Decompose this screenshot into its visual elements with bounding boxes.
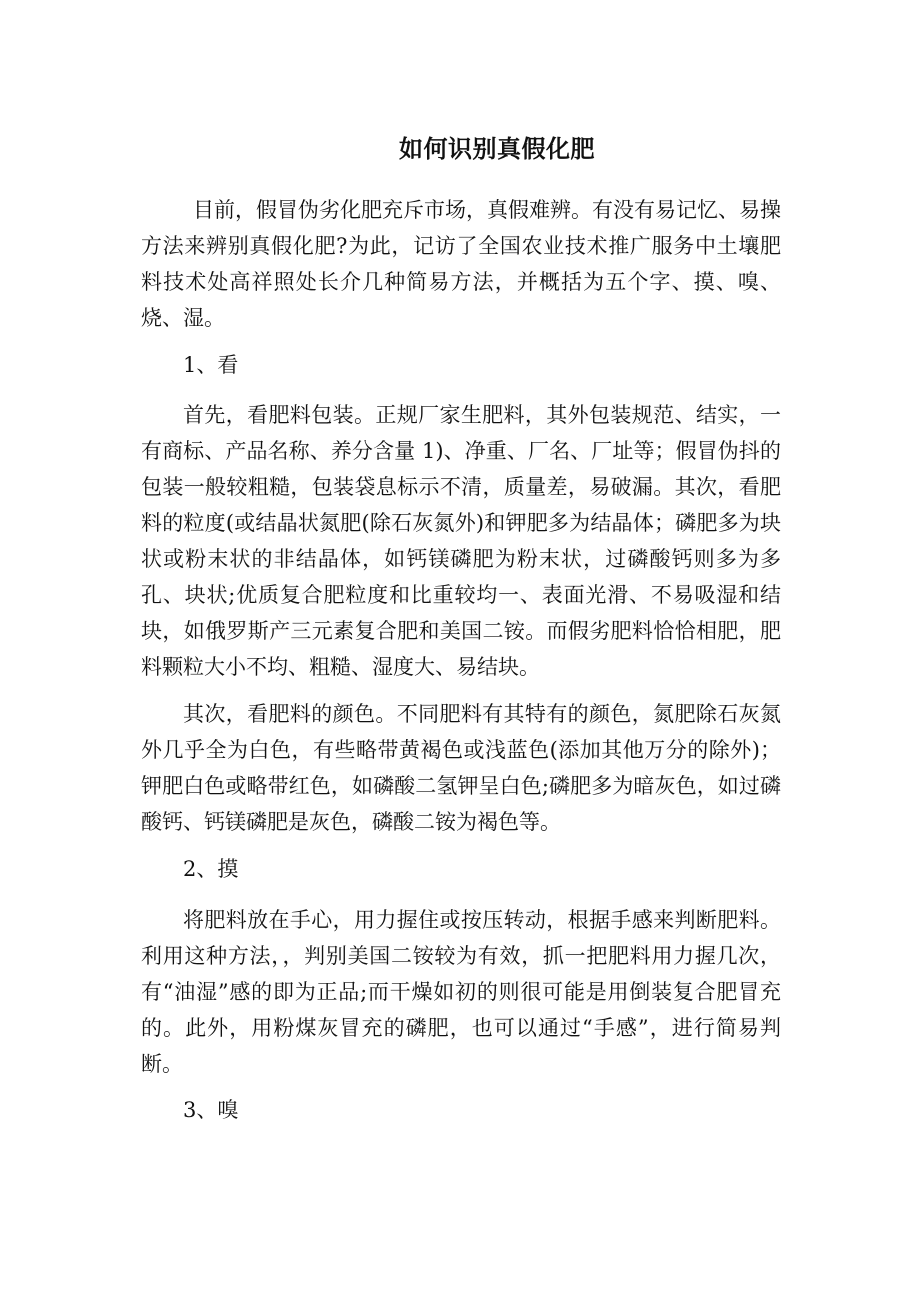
section-heading-smell: 3、嗅	[183, 1098, 239, 1122]
intro-paragraph: 目前，假冒伪劣化肥充斥市场，真假难辨。有没有易记忆、易操方法来辨别真假化肥?为此，记访了全国农业技术推广服务中土壤肥料技术处高祥照处长介几种简易方法，并概括为五个字、摸、嗅、烧、湿。	[141, 198, 781, 330]
section-touch-paragraph: 将肥料放在手心，用力握住或按压转动，根据手感来判断肥料。利用这种方法，，判别美国二铵较为有效，抓一把肥料用力握几次，有“油湿”感的即为正品;而干燥如初的则很可能是用倒装复合肥冒充的。此外，用粉煤灰冒充的磷肥，也可以通过“手感”，进行简易判断。	[141, 908, 781, 1076]
section-heading-look: 1、看	[183, 353, 239, 377]
section-heading-touch: 2、摸	[183, 857, 239, 881]
section-look-paragraph-color: 其次，看肥料的颜色。不同肥料有其特有的颜色，氮肥除石灰氮外几乎全为白色，有些略带黄褐色或浅蓝色(添加其他万分的除外)；钾肥白色或略带红色，如磷酸二氢钾呈白色;磷肥多为暗灰色，如过磷酸钙、钙镁磷肥是灰色，磷酸二铵为褐色等。	[141, 702, 781, 834]
document-title: 如何识别真假化肥	[399, 134, 595, 163]
section-look-paragraph-packaging: 首先，看肥料包装。正规厂家生肥料，其外包装规范、结实，一有商标、产品名称、养分含量 1)、净重、厂名、厂址等；假冒伪抖的包装一般较粗糙，包装袋息标示不清，质量差，易破漏。其次，看肥料的粒度(或结晶状氮肥(除石灰氮外)和钾肥多为结晶体；磷肥多为块状或粉末状的非结晶体，如钙镁磷肥为粉末状，过磷酸钙则多为多孔、块状;优质复合肥粒度和比重较均一、表面光滑、不易吸湿和结块，如俄罗斯产三元素复合肥和美国二铵。而假劣肥料恰恰相肥，肥料颗粒大小不均、粗糙、湿度大、易结块。	[141, 403, 781, 679]
